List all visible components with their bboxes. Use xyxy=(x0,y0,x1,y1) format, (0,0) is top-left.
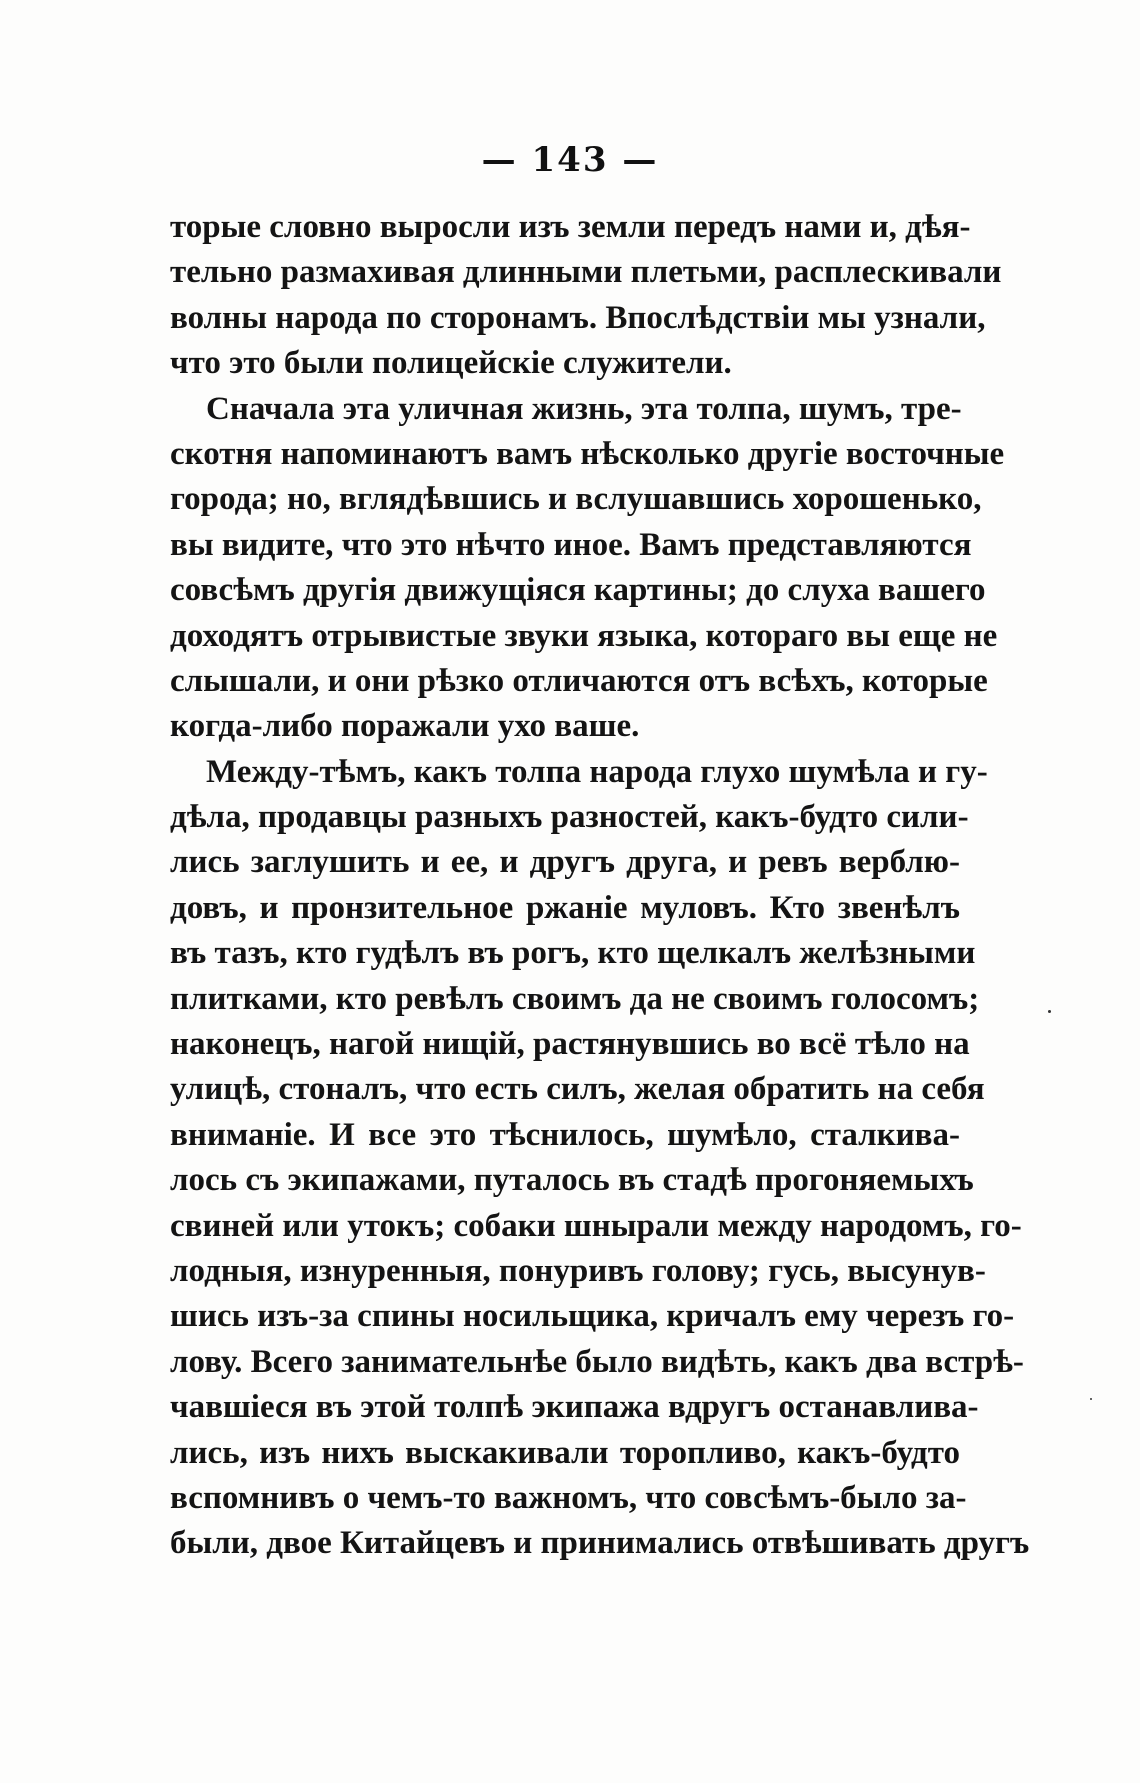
text-line: слышали, и они рѣзко отличаются отъ всѣхъ, которые xyxy=(170,662,988,699)
text-line: лову. Всего занимательнѣе было видѣть, какъ два встрѣ- xyxy=(170,1343,1024,1380)
text-line: лись, изъ нихъ выскакивали торопливо, какъ-будто xyxy=(170,1434,960,1471)
text-line: вспомнивъ о чемъ-то важномъ, что совсѣмъ-было за- xyxy=(170,1479,967,1516)
text-line: въ тазъ, кто гудѣлъ въ рогъ, кто щелкалъ желѣзными xyxy=(170,935,976,972)
text-line: чавшіеся въ этой толпѣ экипажа вдругъ останавлива- xyxy=(170,1389,979,1426)
body-text xyxy=(170,205,1030,1567)
ink-speck xyxy=(1048,1010,1051,1013)
text-line: тельно размахивая длинными плетьми, расплескивали xyxy=(170,254,1002,291)
paragraph-3 xyxy=(170,750,1030,1567)
text-line: наконецъ, нагой нищій, растянувшись во всё тѣло на xyxy=(170,1026,970,1063)
text-line: совсѣмъ другія движущіяся картины; до слуха вашего xyxy=(170,572,986,609)
text-line: доходятъ отрывистые звуки языка, котораго вы еще не xyxy=(170,617,998,654)
ink-speck xyxy=(1090,1398,1092,1400)
text-line: свиней или утокъ; собаки шнырали между народомъ, го- xyxy=(170,1207,1022,1244)
text-line: лось съ экипажами, путалось въ стадѣ прогоняемыхъ xyxy=(170,1162,974,1199)
paragraph-2 xyxy=(170,387,1005,750)
text-line: лись заглушить и ее, и другъ друга, и ревъ верблю- xyxy=(170,844,960,881)
text-line: вниманіе. И все это тѣснилось, шумѣло, сталкива- xyxy=(170,1116,960,1153)
text-line: торые словно выросли изъ земли передъ нами и, дѣя- xyxy=(170,209,971,245)
text-line: улицѣ, стоналъ, что есть силъ, желая обратить на себя xyxy=(170,1071,985,1108)
text-line: скотня напоминаютъ вамъ нѣсколько другіе восточные xyxy=(170,435,1005,472)
text-line: были, двое Китайцевъ и принимались отвѣшивать другъ xyxy=(170,1525,1030,1562)
text-line: города; но, вглядѣвшись и вслушавшись хорошенько, xyxy=(170,481,982,518)
text-line: дѣла, продавцы разныхъ разностей, какъ-будто сили- xyxy=(170,799,969,836)
text-line: лодныя, изнуренныя, понуривъ голову; гусь, высунув- xyxy=(170,1252,986,1289)
text-line: Сначала эта уличная жизнь, эта толпа, шумъ, тре- xyxy=(206,390,962,427)
text-line: вы видите, что это нѣчто иное. Вамъ представляются xyxy=(170,526,972,563)
page-number: — 143 — xyxy=(481,140,659,180)
text-line: шись изъ-за спины носильщика, кричалъ ему черезъ го- xyxy=(170,1298,1015,1335)
text-line: что это были полицейскіе служители. xyxy=(170,345,732,382)
text-line: когда-либо поражали ухо ваше. xyxy=(170,708,640,745)
paragraph-1 xyxy=(170,205,1002,387)
text-line: плитками, кто ревѣлъ своимъ да не своимъ голосомъ; xyxy=(170,980,980,1017)
text-line: довъ, и пронзительное ржаніе муловъ. Кто звенѣлъ xyxy=(170,889,960,926)
text-line: волны народа по сторонамъ. Впослѣдствіи мы узнали, xyxy=(170,299,986,336)
text-line: Между-тѣмъ, какъ толпа народа глухо шумѣла и гу- xyxy=(206,753,988,790)
